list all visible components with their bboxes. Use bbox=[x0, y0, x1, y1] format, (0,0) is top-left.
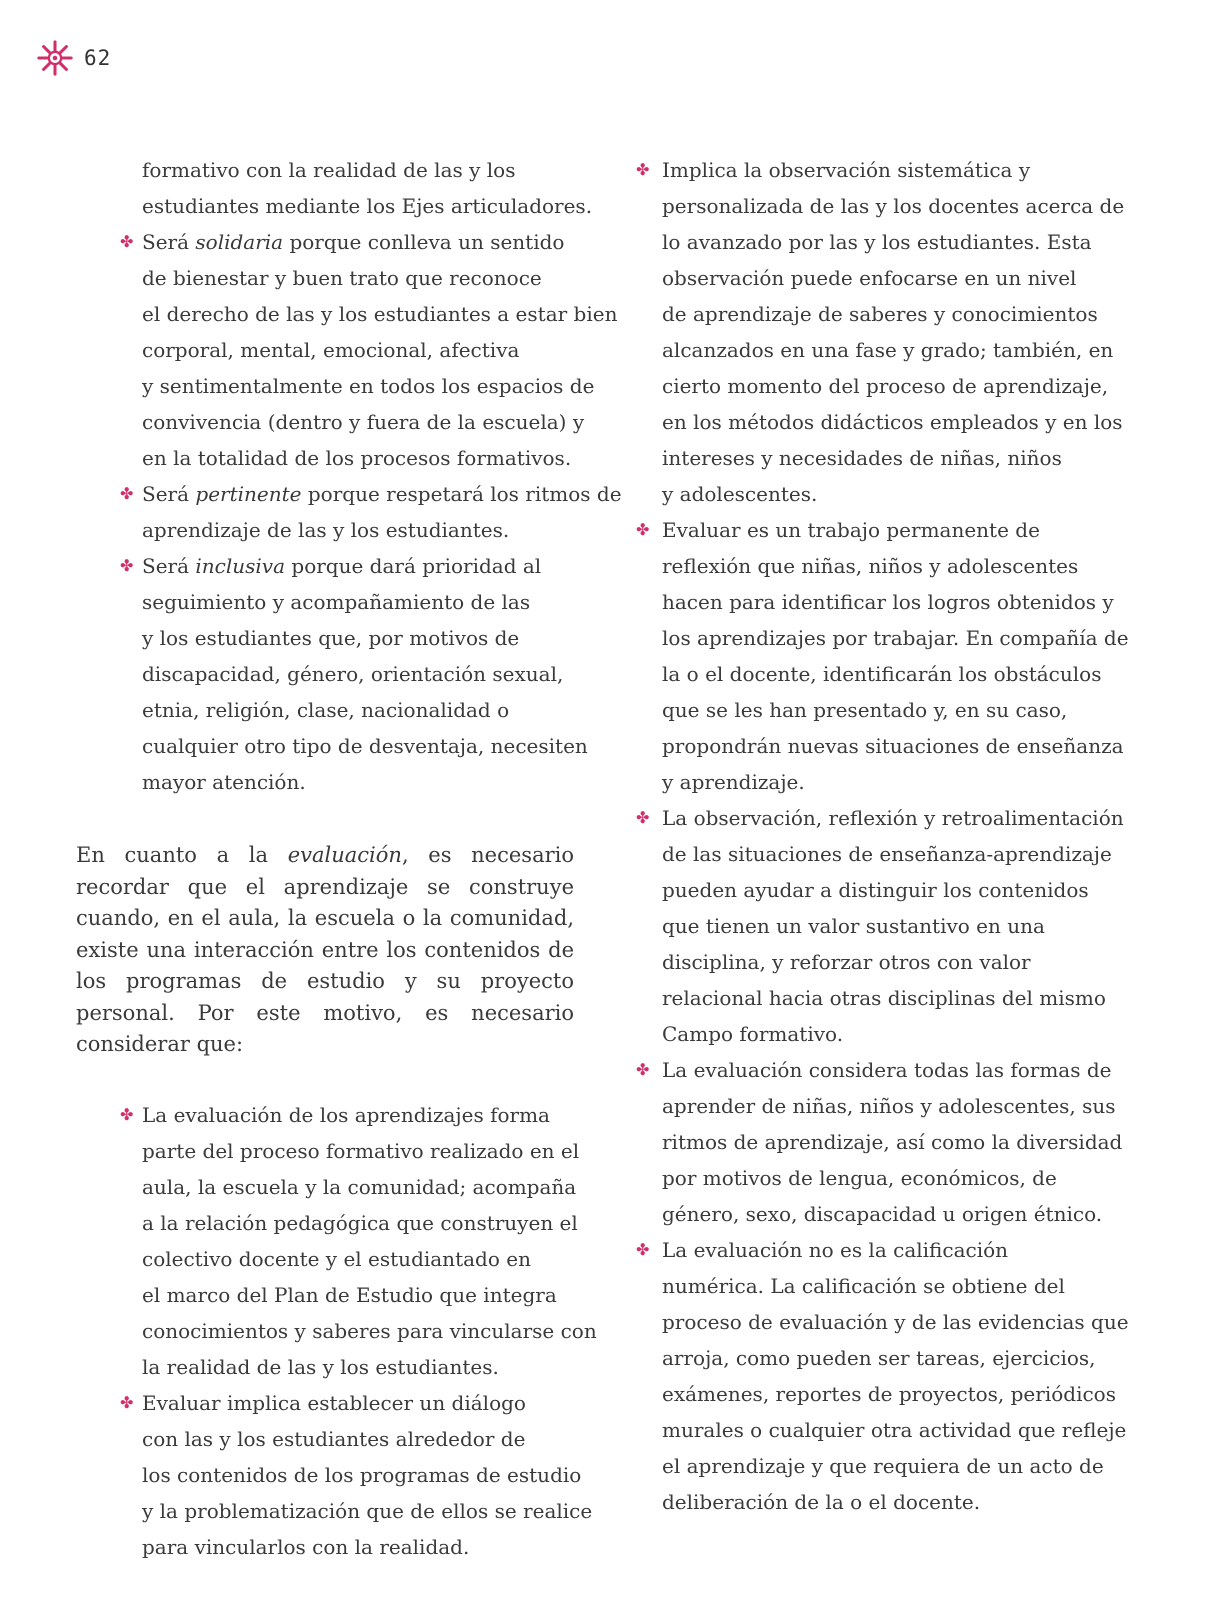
list-item bbox=[636, 1232, 1129, 1520]
list-item-prefix: Será bbox=[142, 482, 196, 506]
evaluation-list-right bbox=[636, 152, 1129, 1520]
list-item-line: aula, la escuela y la comunidad; acompaña bbox=[142, 1174, 577, 1199]
list-item bbox=[76, 152, 593, 224]
list-item-line: la o el docente, identificarán los obstáculos bbox=[662, 662, 1102, 686]
list-item bbox=[636, 800, 1124, 1052]
list-item-line: estudiantes mediante los Ejes articuladores. bbox=[142, 194, 593, 218]
list-item-line: y adolescentes. bbox=[662, 482, 818, 506]
list-item-line: corporal, mental, emocional, afectiva bbox=[142, 338, 520, 362]
list-item-line: lo avanzado por las y los estudiantes. Esta bbox=[662, 230, 1092, 254]
list-item-line: arroja, como pueden ser tareas, ejercicios, bbox=[662, 1346, 1096, 1370]
list-item-line bbox=[142, 548, 574, 584]
bullet-icon: ✤ bbox=[636, 520, 650, 539]
list-item-line: numérica. La calificación se obtiene del bbox=[662, 1274, 1065, 1298]
list-item-line: reflexión que niñas, niños y adolescentes bbox=[662, 554, 1079, 578]
list-item-line: a la relación pedagógica que construyen el bbox=[142, 1210, 578, 1235]
list-item-prefix: Será bbox=[142, 554, 196, 578]
list-item-line: para vincularlos con la realidad. bbox=[142, 1534, 470, 1559]
list-item-line: deliberación de la o el docente. bbox=[662, 1490, 981, 1514]
list-item-line: personalizada de las y los docentes acerca de bbox=[662, 194, 1125, 218]
bullet-icon: ✤ bbox=[120, 556, 134, 575]
list-item-line: murales o cualquier otra actividad que refleje bbox=[662, 1418, 1127, 1442]
paragraph-text-after: , es necesario recordar que el aprendizaje se construye cuando, en el aula, la escuela o la comunidad, existe una interacción entre los contenidos de los programas de estudio y su proyecto personal. Por este motivo, es necesario considerar que: bbox=[76, 843, 574, 1056]
list-item-line bbox=[142, 224, 574, 260]
list-item-line: formativo con la realidad de las y los bbox=[142, 158, 516, 182]
list-item-line: relacional hacia otras disciplinas del mismo bbox=[662, 986, 1106, 1010]
paragraph-emphasis: evaluación bbox=[287, 843, 402, 867]
bullet-icon: ✤ bbox=[636, 1060, 650, 1079]
list-item-line: La evaluación no es la calificación bbox=[662, 1238, 1009, 1262]
bullet-icon: ✤ bbox=[636, 808, 650, 827]
list-item-line: Implica la observación sistemática y bbox=[662, 158, 1031, 182]
list-item-line: parte del proceso formativo realizado en el bbox=[142, 1138, 580, 1163]
list-item-line: intereses y necesidades de niñas, niños bbox=[662, 446, 1062, 470]
list-item-emphasis: pertinente bbox=[195, 482, 302, 506]
list-item-line: observación puede enfocarse en un nivel bbox=[662, 266, 1077, 290]
list-item-line bbox=[142, 476, 622, 512]
list-item-rest: porque conlleva un sentido bbox=[283, 230, 565, 254]
list-item-line: de bienestar y buen trato que reconoce bbox=[142, 266, 542, 290]
bullet-icon: ✤ bbox=[120, 1392, 134, 1412]
list-item-line: el marco del Plan de Estudio que integra bbox=[142, 1282, 557, 1307]
list-item-line: con las y los estudiantes alrededor de bbox=[142, 1426, 526, 1451]
list-item-line: y sentimentalmente en todos los espacios de bbox=[142, 374, 595, 398]
list-item-line: que tienen un valor sustantivo en una bbox=[662, 914, 1045, 938]
list-item-line: disciplina, y reforzar otros con valor bbox=[662, 950, 1031, 974]
criteria-list bbox=[76, 152, 622, 800]
list-item-line: Evaluar es un trabajo permanente de bbox=[662, 518, 1040, 542]
list-item-line: pueden ayudar a distinguir los contenidos bbox=[662, 878, 1089, 902]
list-item-line: cierto momento del proceso de aprendizaje, bbox=[662, 374, 1109, 398]
list-item-prefix: Será bbox=[142, 230, 196, 254]
list-item-line: mayor atención. bbox=[142, 770, 306, 794]
list-item-emphasis: solidaria bbox=[195, 230, 284, 254]
bullet-icon: ✤ bbox=[636, 160, 650, 179]
list-item-line: propondrán nuevas situaciones de enseñanza bbox=[662, 734, 1124, 758]
list-item-line: ritmos de aprendizaje, así como la diversidad bbox=[662, 1130, 1123, 1154]
list-item-line: Campo formativo. bbox=[662, 1022, 844, 1046]
list-item bbox=[636, 512, 1129, 800]
list-item-line: que se les han presentado y, en su caso, bbox=[662, 698, 1068, 722]
list-item-emphasis: inclusiva bbox=[195, 554, 286, 578]
list-item-line: colectivo docente y el estudiantado en bbox=[142, 1246, 531, 1271]
paragraph-text-before: En cuanto a la bbox=[76, 843, 288, 867]
list-item-line: de aprendizaje de saberes y conocimientos bbox=[662, 302, 1098, 326]
page-number: 62 bbox=[84, 46, 112, 70]
list-item bbox=[76, 1385, 593, 1565]
list-item-line: y la problematización que de ellos se realice bbox=[142, 1498, 593, 1523]
list-item-line: la realidad de las y los estudiantes. bbox=[142, 1354, 499, 1379]
list-item-line: exámenes, reportes de proyectos, periódicos bbox=[662, 1382, 1116, 1406]
bullet-icon: ✤ bbox=[636, 1240, 650, 1259]
list-item-line: alcanzados en una fase y grado; también, en bbox=[662, 338, 1114, 362]
list-item-line: Evaluar implica establecer un diálogo bbox=[142, 1390, 526, 1415]
list-item-line: de las situaciones de enseñanza-aprendizaje bbox=[662, 842, 1112, 866]
list-item-line: La evaluación de los aprendizajes forma bbox=[142, 1102, 550, 1127]
list-item-line: cualquier otro tipo de desventaja, necesiten bbox=[142, 734, 588, 758]
left-column bbox=[76, 152, 622, 1565]
list-item-rest: porque respetará los ritmos de bbox=[301, 482, 622, 506]
list-item-line: el aprendizaje y que requiera de un acto de bbox=[662, 1454, 1104, 1478]
list-item-line: los contenidos de los programas de estudio bbox=[142, 1462, 582, 1487]
list-item bbox=[76, 548, 588, 800]
list-item-line: en los métodos didácticos empleados y en los bbox=[662, 410, 1123, 434]
list-item bbox=[636, 152, 1125, 512]
list-item-rest: porque dará prioridad al bbox=[285, 554, 542, 578]
list-item-line: discapacidad, género, orientación sexual, bbox=[142, 662, 564, 686]
bullet-icon: ✤ bbox=[120, 1104, 134, 1124]
list-item-line: hacen para identificar los logros obtenidos y bbox=[662, 590, 1114, 614]
list-item-line: aprendizaje de las y los estudiantes. bbox=[142, 518, 510, 542]
list-item bbox=[76, 476, 622, 548]
list-item-line: proceso de evaluación y de las evidencias que bbox=[662, 1310, 1129, 1334]
list-item-line: La observación, reflexión y retroalimentación bbox=[662, 806, 1124, 830]
list-item-line: en la totalidad de los procesos formativos. bbox=[142, 446, 572, 470]
bullet-icon: ✤ bbox=[120, 232, 134, 251]
list-item-line: aprender de niñas, niños y adolescentes, sus bbox=[662, 1094, 1116, 1118]
list-item-line: los aprendizajes por trabajar. En compañía de bbox=[662, 626, 1129, 650]
list-item bbox=[636, 1052, 1123, 1232]
evaluation-paragraph bbox=[76, 840, 574, 1061]
list-item-line: seguimiento y acompañamiento de las bbox=[142, 590, 531, 614]
list-item-line: por motivos de lengua, económicos, de bbox=[662, 1166, 1057, 1190]
list-item-line: y los estudiantes que, por motivos de bbox=[142, 626, 520, 650]
list-item-line: etnia, religión, clase, nacionalidad o bbox=[142, 698, 510, 722]
list-item-line: La evaluación considera todas las formas de bbox=[662, 1058, 1112, 1082]
page-header bbox=[36, 38, 111, 78]
list-item-line: el derecho de las y los estudiantes a estar bien bbox=[142, 302, 618, 326]
right-column bbox=[636, 152, 1129, 1520]
list-item bbox=[76, 224, 618, 476]
asterisk-flower-icon bbox=[36, 39, 74, 77]
evaluation-list-left bbox=[76, 1097, 597, 1565]
list-item-line: convivencia (dentro y fuera de la escuela) y bbox=[142, 410, 585, 434]
list-item-line: género, sexo, discapacidad u origen étnico. bbox=[662, 1202, 1103, 1226]
list-item-line: y aprendizaje. bbox=[662, 770, 805, 794]
list-item-line: conocimientos y saberes para vincularse con bbox=[142, 1318, 597, 1343]
bullet-icon: ✤ bbox=[120, 484, 134, 503]
list-item bbox=[76, 1097, 597, 1385]
